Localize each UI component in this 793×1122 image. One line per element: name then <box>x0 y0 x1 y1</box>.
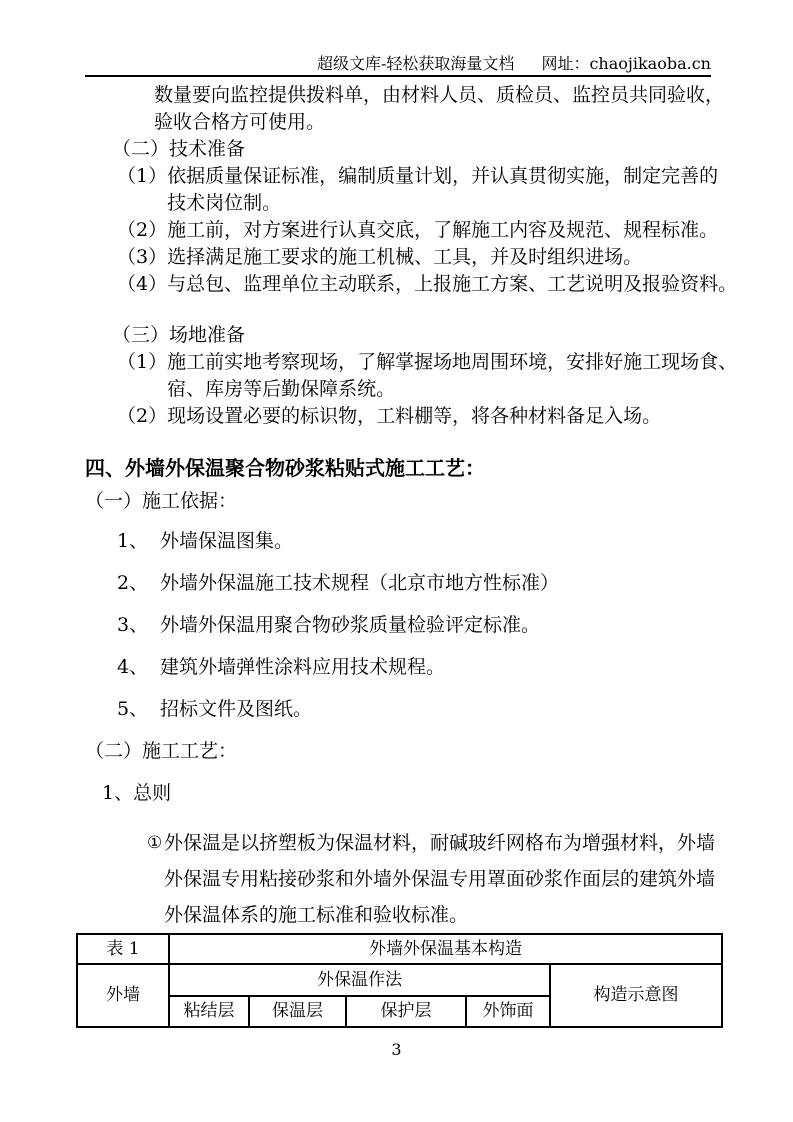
reference-text: 外墙保温图集。 <box>160 530 294 552</box>
wall-header-cell: 外墙 <box>77 964 169 1027</box>
paragraph-line: 外保温是以挤塑板为保温材料，耐碱玻纤网格布为增强材料，外墙 <box>164 832 716 854</box>
item-number: 4、 <box>117 656 149 678</box>
paragraph-line: 验收合格方可使用。 <box>154 111 326 133</box>
reference-text: 外墙外保温用聚合物砂浆质量检验评定标准。 <box>160 614 541 636</box>
list-item <box>117 271 738 298</box>
chapter-heading: 四、外墙外保温聚合物砂浆粘贴式施工工艺： <box>85 456 485 480</box>
paragraph-line: 依据质量保证标准，编制质量计划，并认真贯彻实施，制定完善的 <box>167 165 719 187</box>
paragraph-line: 施工前实地考察现场，了解掌握场地周围环境，安排好施工现场食、 <box>167 351 738 373</box>
list-item <box>117 403 711 430</box>
subsection-heading-general: 1、总则 <box>102 782 172 804</box>
table-label-cell: 表 1 <box>77 934 169 964</box>
item-text <box>167 244 642 271</box>
paragraph-line: 选择满足施工要求的施工机械、工具，并及时组织进场。 <box>167 246 643 268</box>
reference-item <box>117 570 711 597</box>
page-header <box>85 0 711 77</box>
paragraph-line: 施工前，对方案进行认真交底，了解施工内容及规范、规程标准。 <box>167 219 719 241</box>
table-title-cell: 外墙外保温基本构造 <box>169 934 722 964</box>
document-body <box>85 82 738 1028</box>
item-number: 5、 <box>117 698 149 720</box>
reference-item <box>117 654 711 681</box>
reference-item <box>117 696 711 723</box>
item-text <box>167 163 718 217</box>
item-number: 1、 <box>117 530 149 552</box>
construction-table <box>76 933 723 1028</box>
paragraph-line: 与总包、监理单位主动联系，上报施工方案、工艺说明及报验资料。 <box>167 273 738 295</box>
item-text <box>167 271 737 298</box>
page-number: 3 <box>391 1040 402 1059</box>
layer-header-cell: 外饰面 <box>466 996 550 1027</box>
list-item <box>117 217 719 244</box>
list-item <box>117 163 719 217</box>
reference-text: 招标文件及图纸。 <box>160 698 313 720</box>
item-number: （4） <box>117 273 168 295</box>
item-number: （2） <box>117 405 168 427</box>
section-heading-process: （二）施工工艺： <box>85 740 238 762</box>
section-heading-tech-prep: （二）技术准备 <box>112 138 246 160</box>
item-number: 3、 <box>117 614 149 636</box>
layer-header-cell: 保温层 <box>249 996 346 1027</box>
layer-header-cell: 粘结层 <box>169 996 249 1027</box>
reference-item <box>117 528 711 555</box>
paragraph-line: 现场设置必要的标识物，工料棚等，将各种材料备足入场。 <box>167 405 662 427</box>
list-item <box>117 349 738 403</box>
item-text <box>167 217 718 244</box>
paragraph-line: 外保温体系的施工标准和验收标准。 <box>164 904 469 926</box>
carryover-paragraph <box>154 82 725 136</box>
diagram-header-cell: 构造示意图 <box>550 964 722 1027</box>
item-text <box>164 825 715 933</box>
circled-number-marker: ① <box>147 833 163 853</box>
paragraph-line: 外保温专用粘接砂浆和外墙外保温专用罩面砂浆作面层的建筑外墙 <box>164 868 716 890</box>
section-heading-basis: （一）施工依据： <box>85 490 238 512</box>
item-text <box>167 403 661 430</box>
paragraph-line: 宿、库房等后勤保障系统。 <box>167 378 396 400</box>
header-site-url: 网址：chaojikaoba.cn <box>541 54 711 73</box>
item-number: 2、 <box>117 572 149 594</box>
layer-header-cell: 保护层 <box>346 996 466 1027</box>
reference-text: 外墙外保温施工技术规程（北京市地方性标准） <box>160 572 560 594</box>
item-text <box>167 349 737 403</box>
item-number: （1） <box>117 165 168 187</box>
list-item <box>117 244 711 271</box>
header-brand-label: 超级文库-轻松获取海量文档 <box>316 54 515 73</box>
reference-item <box>117 612 711 639</box>
method-header-cell: 外保温作法 <box>169 964 550 996</box>
item-number: （3） <box>117 246 168 268</box>
paragraph-line: 数量要向监控提供拨料单，由材料人员、质检员、监控员共同验收， <box>154 84 725 106</box>
reference-text: 建筑外墙弹性涂料应用技术规程。 <box>160 656 446 678</box>
section-heading-site-prep: （三）场地准备 <box>112 324 246 346</box>
principle-paragraph <box>147 825 716 933</box>
reference-list <box>85 528 711 723</box>
page-content <box>85 0 738 1028</box>
item-number: （2） <box>117 219 168 241</box>
item-number: （1） <box>117 351 168 373</box>
paragraph-line: 技术岗位制。 <box>167 192 282 214</box>
